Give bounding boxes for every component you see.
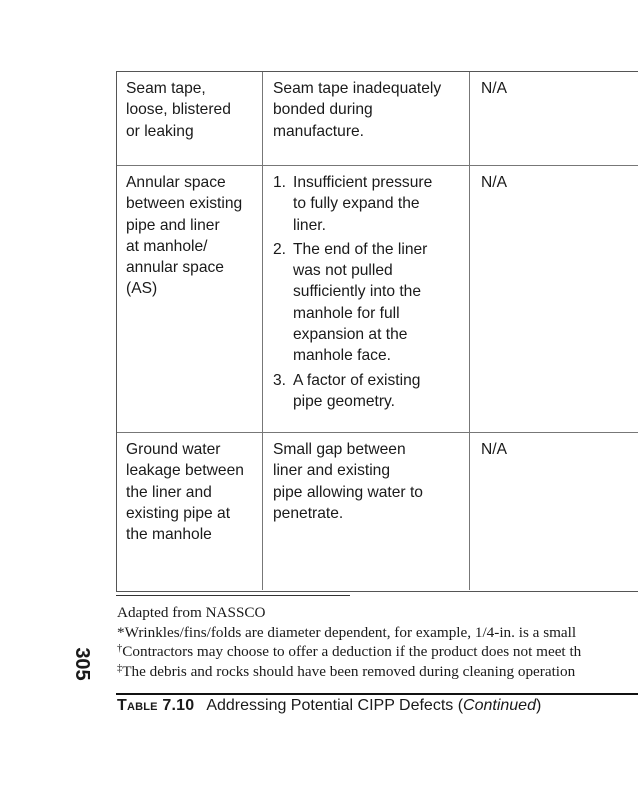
cell-line: sufficiently into the [293,283,422,301]
list-item [273,172,465,236]
cell-line: N/A [481,80,507,97]
footnote-mark: * [117,623,125,641]
cell-line: Ground water [126,441,221,458]
cell-line: at manhole/ [126,237,208,255]
cell-line: was not pulled [293,262,393,280]
third-column-cell [469,72,638,165]
third-column-cell [469,166,638,432]
cell-line: pipe allowing water to [273,483,423,501]
cell-line: Seam tape, [126,80,206,97]
table-row [117,72,638,166]
cell-line: Small gap between [273,441,406,458]
footnote [117,642,638,662]
defect-cell [117,72,262,165]
defect-cell [117,433,262,590]
list-number: 1. [273,174,287,191]
cell-line: Insufficient pressure [293,174,433,191]
footnote-mark: ‡ [117,662,123,674]
cell-line: to fully expand the [293,195,420,213]
caption-title: Addressing Potential CIPP Defects ( [206,697,464,714]
cell-line: liner. [293,216,326,234]
table-row [117,433,638,590]
cause-cell [262,433,469,590]
page-number: 305 [71,647,93,681]
cell-line: N/A [481,174,507,191]
cell-line: the manhole [126,526,212,544]
table-caption [117,696,541,716]
cell-line: annular space [126,259,224,277]
cell-line: expansion at the [293,326,408,344]
caption-title-italic: Continued [463,697,536,714]
cell-line: bonded during [273,101,373,119]
caption-label: Table 7.10 [117,697,195,714]
defect-cell [117,166,262,432]
cell-line: between existing [126,195,243,213]
footnote-rule [116,595,350,596]
cell-line: penetrate. [273,504,344,522]
list-number: 2. [273,240,287,258]
cell-line: The end of the liner [293,240,428,258]
footnotes [117,603,638,681]
footnote-text: Contractors may choose to offer a deduction if the product does not meet th [122,643,582,660]
table-row [117,166,638,433]
cell-line: existing pipe at [126,504,231,522]
cell-line: pipe and liner [126,216,220,234]
list-number: 3. [273,371,287,389]
list-item [273,239,465,367]
cause-list [273,172,465,412]
footnote-text: Wrinkles/fins/folds are diameter dependent, for example, 1/4-in. is a small [124,623,577,641]
cause-cell [262,72,469,165]
cell-line: manufacture. [273,122,365,140]
defects-table [116,71,638,592]
list-item [273,370,465,413]
third-column-cell [469,433,638,590]
cell-line: or leaking [126,122,194,140]
footnote-text: The debris and rocks should have been removed during cleaning operation [122,662,576,680]
cell-line: Annular space [126,174,226,191]
cell-line: the liner and [126,483,212,501]
caption-title-end: ) [535,697,542,714]
caption-rule [116,693,638,695]
source-note: Adapted from NASSCO [117,604,266,621]
cell-line: liner and existing [273,462,391,480]
cell-line: Seam tape inadequately [273,80,442,97]
cell-line: pipe geometry. [293,392,395,410]
cell-line: leakage between [126,462,244,480]
cell-line: A factor of existing [293,371,421,389]
footnote-mark: † [117,643,123,654]
cell-line: (AS) [126,280,158,298]
cause-cell [262,166,469,432]
cell-line: manhole face. [293,347,391,365]
footnote [117,623,638,643]
cell-line: loose, blistered [126,101,231,119]
footnote [117,662,638,682]
cell-line: manhole for full [293,304,400,322]
cell-line: N/A [481,441,507,458]
